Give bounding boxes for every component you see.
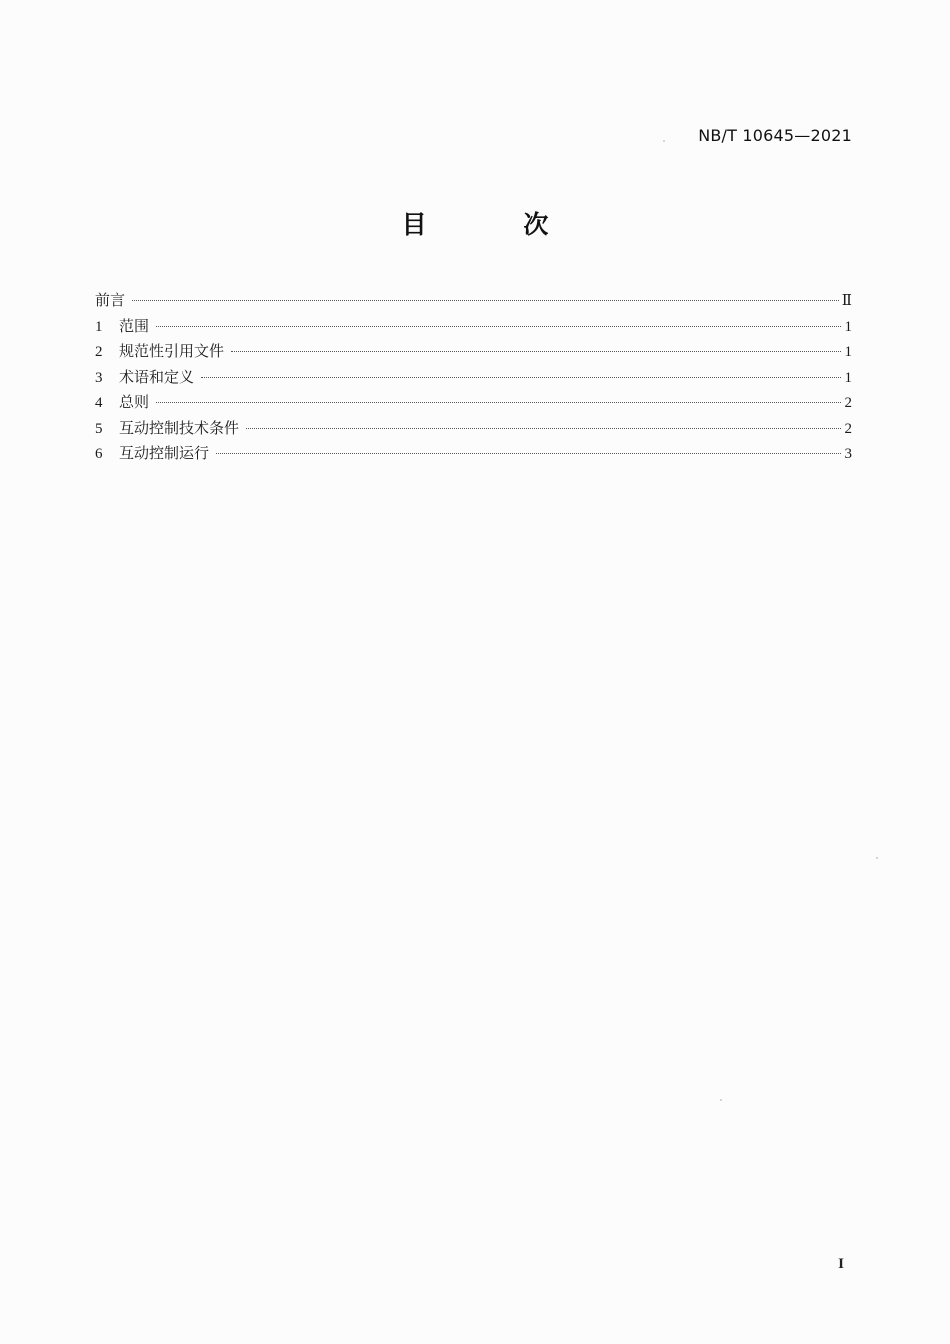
dot-leader bbox=[156, 402, 841, 403]
dot-leader bbox=[246, 428, 841, 429]
dot-leader bbox=[216, 453, 841, 454]
toc-entry-page: 3 bbox=[844, 446, 852, 462]
toc-entry-3[interactable] bbox=[95, 365, 852, 391]
toc-entry-label: 前言 bbox=[95, 291, 126, 309]
table-of-contents bbox=[95, 288, 852, 467]
page-number: I bbox=[838, 1256, 844, 1272]
toc-entry-6[interactable] bbox=[95, 441, 852, 467]
toc-entry-page: 2 bbox=[844, 420, 852, 437]
toc-entry-number: 4 bbox=[95, 395, 103, 411]
toc-entry-number: 6 bbox=[95, 446, 103, 462]
dot-leader bbox=[132, 300, 839, 301]
toc-entry-page: 1 bbox=[844, 344, 852, 360]
toc-entry-page: 2 bbox=[844, 395, 852, 411]
dot-leader bbox=[231, 351, 841, 352]
toc-entry-2[interactable] bbox=[95, 339, 852, 365]
standard-code: NB/T 10645—2021 bbox=[698, 126, 852, 145]
toc-entry-label: 总则 bbox=[119, 393, 150, 411]
toc-title: 目 次 bbox=[401, 210, 593, 239]
dot-leader bbox=[201, 377, 841, 378]
toc-entry-label: 规范性引用文件 bbox=[119, 342, 225, 360]
scan-speck bbox=[876, 857, 878, 859]
toc-entry-4[interactable] bbox=[95, 390, 852, 416]
toc-entry-foreword[interactable] bbox=[95, 288, 852, 314]
toc-entry-page: Ⅱ bbox=[841, 293, 852, 309]
toc-entry-number: 5 bbox=[95, 420, 103, 437]
toc-entry-label: 互动控制技术条件 bbox=[119, 418, 240, 437]
toc-entry-page: 1 bbox=[844, 369, 852, 386]
scan-speck bbox=[720, 1099, 722, 1101]
toc-entry-page: 1 bbox=[844, 318, 852, 335]
toc-entry-5[interactable] bbox=[95, 416, 852, 442]
toc-entry-number: 2 bbox=[95, 344, 103, 360]
toc-entry-label: 互动控制运行 bbox=[119, 444, 210, 462]
toc-entry-number: 1 bbox=[95, 318, 103, 335]
toc-entry-1[interactable] bbox=[95, 314, 852, 340]
toc-entry-label: 范围 bbox=[119, 316, 150, 335]
dot-leader bbox=[156, 326, 841, 327]
scan-speck bbox=[663, 140, 665, 142]
toc-entry-label: 术语和定义 bbox=[119, 367, 195, 386]
toc-entry-number: 3 bbox=[95, 369, 103, 386]
